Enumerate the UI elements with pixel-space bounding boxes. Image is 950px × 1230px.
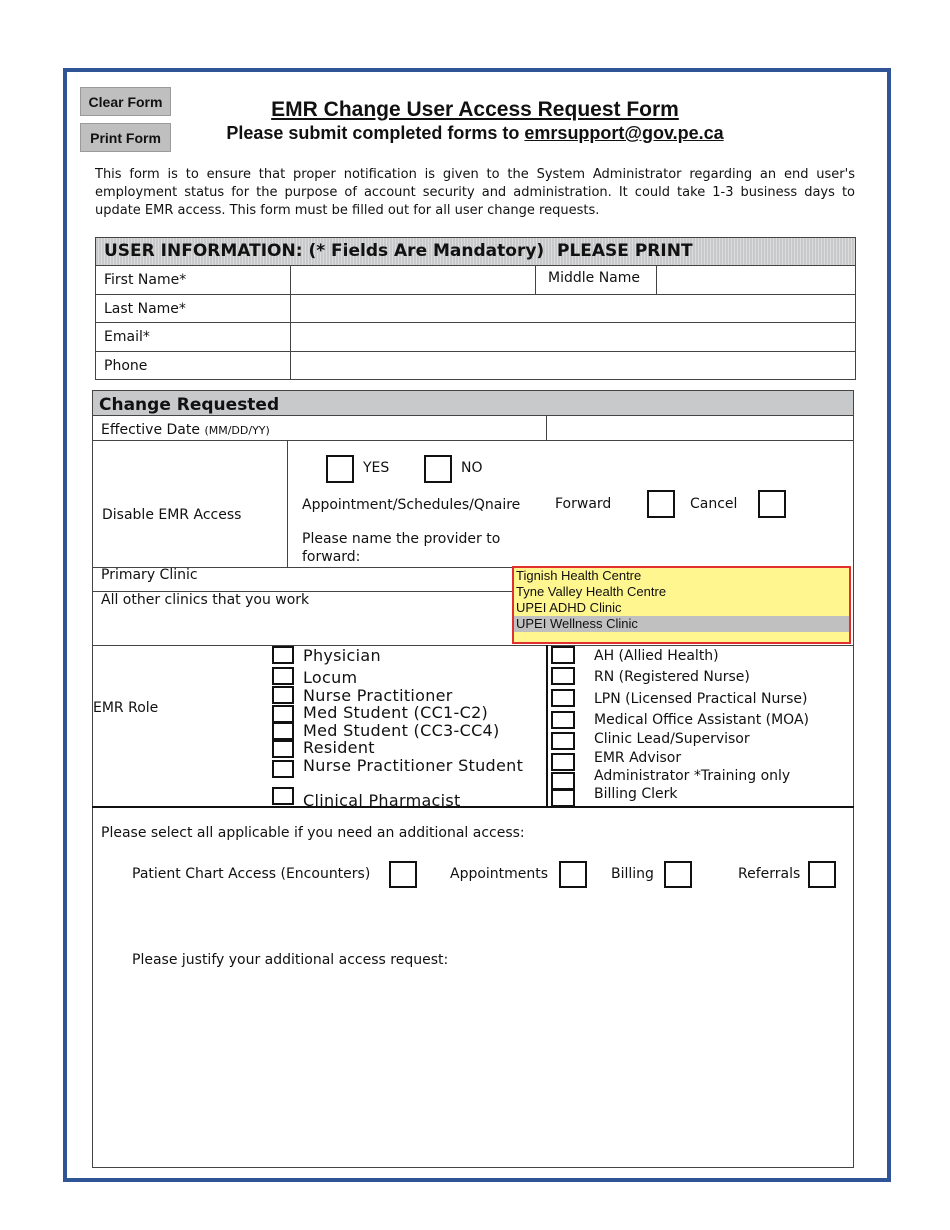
print-form-button[interactable]: Print Form [80,123,171,152]
email-field[interactable] [291,323,855,350]
role-checkbox-resident[interactable] [272,740,294,758]
clinic-option-selected[interactable]: UPEI Wellness Clinic [514,616,849,632]
role-label: Nurse Practitioner [303,686,453,705]
please-print-label: PLEASE PRINT [557,241,693,261]
role-label: Locum [303,668,358,687]
yes-checkbox[interactable] [326,455,354,483]
phone-label: Phone [104,358,148,374]
clinic-listbox[interactable] [512,566,851,644]
role-checkbox-lpn[interactable] [551,689,575,707]
role-checkbox-ah[interactable] [551,646,575,664]
patient-chart-label: Patient Chart Access (Encounters) [132,866,371,882]
role-checkbox-rn[interactable] [551,667,575,685]
role-checkbox-administrator[interactable] [551,772,575,790]
role-label: Billing Clerk [594,786,678,802]
clinic-option[interactable]: UPEI ADHD Clinic [516,600,622,615]
patient-chart-checkbox[interactable] [389,861,417,888]
role-checkbox-med-student-cc1[interactable] [272,705,294,723]
email-label: Email* [104,329,150,345]
change-requested-title: Change Requested [99,395,280,415]
role-checkbox-clinic-lead[interactable] [551,732,575,750]
disable-emr-label: Disable EMR Access [102,507,242,523]
no-checkbox[interactable] [424,455,452,483]
support-email-link[interactable]: emrsupport@gov.pe.ca [524,123,724,143]
no-label: NO [461,460,483,476]
role-label: Administrator *Training only [594,768,791,784]
role-checkbox-physician[interactable] [272,646,294,664]
phone-field[interactable] [291,352,855,379]
cancel-checkbox[interactable] [758,490,786,518]
role-label: AH (Allied Health) [594,648,719,664]
role-checkbox-np-student[interactable] [272,760,294,778]
additional-access-prompt: Please select all applicable if you need an additional access: [101,825,525,841]
justification-field[interactable] [100,975,846,1160]
role-label: LPN (Licensed Practical Nurse) [594,691,808,707]
other-clinics-label: All other clinics that you work [101,592,310,608]
role-checkbox-billing-clerk[interactable] [551,789,575,807]
role-checkbox-med-student-cc3[interactable] [272,722,294,740]
role-label: EMR Advisor [594,750,682,766]
appointments-label: Appointments [450,866,549,882]
form-subtitle [160,123,790,144]
forward-checkbox[interactable] [647,490,675,518]
last-name-field[interactable] [291,295,855,321]
role-checkbox-moa[interactable] [551,711,575,729]
clinic-option[interactable]: Tignish Health Centre [516,568,642,583]
role-label: Med Student (CC1-C2) [303,703,489,722]
last-name-label: Last Name* [104,301,186,317]
role-checkbox-locum[interactable] [272,667,294,685]
role-label: Clinical Pharmacist [303,791,461,810]
yes-label: YES [363,460,390,476]
clear-form-button[interactable]: Clear Form [80,87,171,116]
user-info-title: USER INFORMATION: (* Fields Are Mandatory) [104,241,545,261]
role-label: Nurse Practitioner Student [303,756,524,775]
referrals-label: Referrals [738,866,801,882]
primary-clinic-label: Primary Clinic [101,567,198,583]
justify-label: Please justify your additional access request: [132,952,449,968]
intro-paragraph: This form is to ensure that proper notification is given to the System Administrator regarding an end user's employment status for the purpose of account security and administration. It could take 1-3 business days to update EMR access. This form must be filled out for all user change requests. [95,167,855,218]
appointments-checkbox[interactable] [559,861,587,888]
role-label: Physician [303,646,381,665]
middle-name-field[interactable] [657,266,855,293]
role-checkbox-nurse-practitioner[interactable] [272,686,294,704]
appointment-label: Appointment/Schedules/Qnaire [302,497,521,513]
provider-label-line2: forward: [302,549,361,565]
role-label: Resident [303,738,375,757]
first-name-label: First Name* [104,272,187,288]
cancel-label: Cancel [690,496,738,512]
subtitle-text: Please submit completed forms to [226,123,525,143]
form-title: EMR Change User Access Request Form [271,98,679,121]
provider-label-line1: Please name the provider to [302,531,501,547]
middle-name-label: Middle Name [548,270,640,286]
emr-role-label: EMR Role [93,700,159,716]
effective-date-field[interactable] [547,416,853,439]
effective-date-format: (MM/DD/YY) [204,424,270,437]
effective-date-label [101,422,270,438]
clinic-option[interactable]: Tyne Valley Health Centre [516,584,667,599]
effective-date-text: Effective Date [101,422,200,438]
role-label: RN (Registered Nurse) [594,669,750,685]
first-name-field[interactable] [291,266,534,293]
role-label: Clinic Lead/Supervisor [594,731,750,747]
role-label: Medical Office Assistant (MOA) [594,712,809,728]
referrals-checkbox[interactable] [808,861,836,888]
role-checkbox-clinical-pharmacist[interactable] [272,787,294,805]
role-checkbox-emr-advisor[interactable] [551,753,575,771]
billing-label: Billing [611,866,654,882]
forward-label: Forward [555,496,612,512]
role-label: Med Student (CC3-CC4) [303,721,500,740]
billing-checkbox[interactable] [664,861,692,888]
